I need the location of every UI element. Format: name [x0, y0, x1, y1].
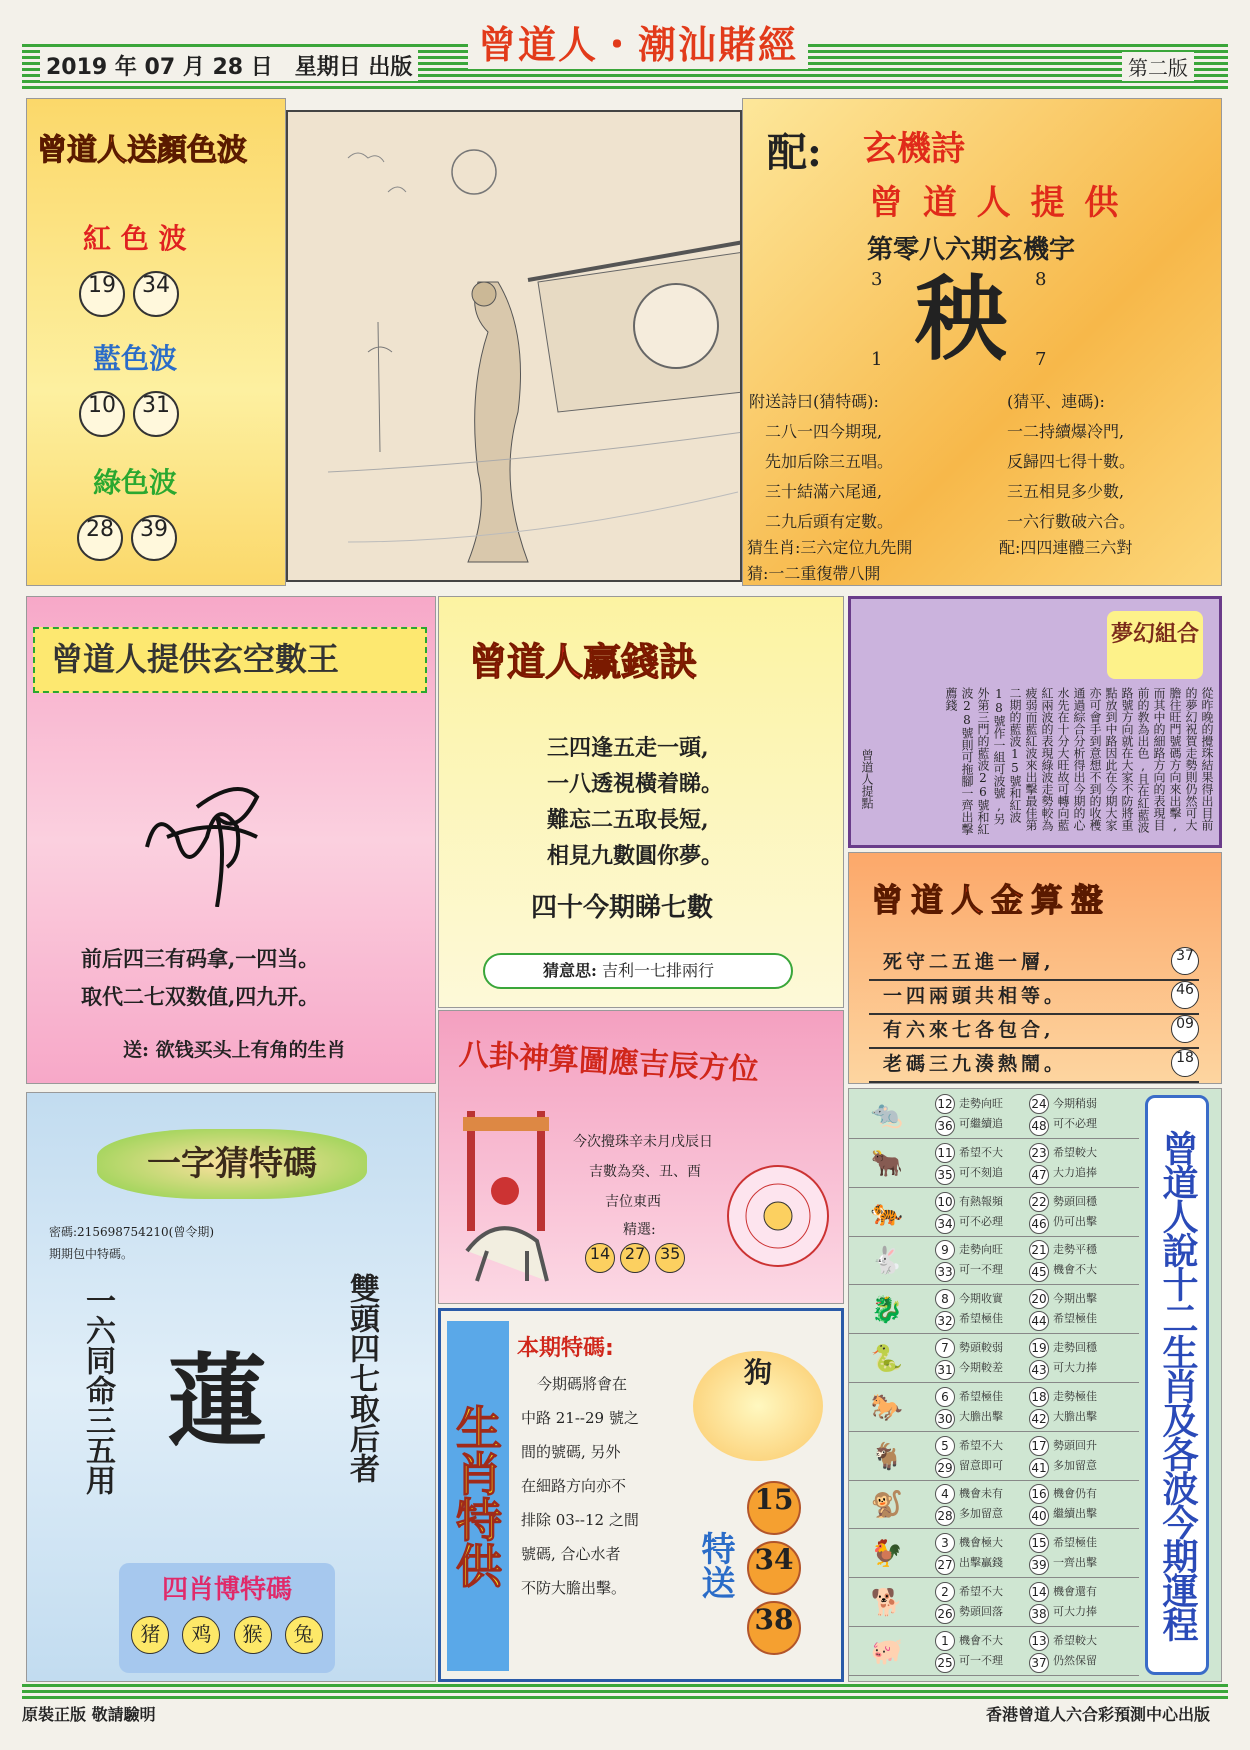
- win-line: 三四逢五走一頭,: [547, 735, 709, 761]
- abacus-panel: [848, 852, 1222, 1084]
- zodiac-text: 仍可出擊: [1053, 1214, 1097, 1228]
- xuankong-line: 前后四三有码拿,一四当。: [81, 946, 320, 971]
- blue-wave-balls: [79, 391, 187, 437]
- zodiac-number: 40: [1029, 1506, 1049, 1526]
- footer-right: 香港曾道人六合彩預測中心出版: [986, 1705, 1211, 1724]
- bagua-num: 35: [655, 1243, 685, 1273]
- green-ball: 39: [131, 515, 177, 561]
- edition-label: 第二版: [1122, 52, 1194, 81]
- zodiac-title: 曾道人說十二生肖及各波今期運程: [1145, 1095, 1209, 1675]
- rat-icon: 🐀: [870, 1100, 904, 1130]
- poem-panel: [742, 98, 1222, 586]
- lady-moon-sketch: [288, 112, 742, 582]
- abacus-row: [869, 947, 1199, 981]
- zodiac-number: 25: [935, 1653, 955, 1673]
- abacus-row: [869, 1049, 1199, 1083]
- zodiac-text: 仍然保留: [1053, 1653, 1097, 1667]
- blue-ball: 10: [79, 391, 125, 437]
- zodiac-row: [849, 1433, 1139, 1481]
- zodiac-number: 21: [1029, 1240, 1049, 1260]
- zodiac-number: 46: [1029, 1214, 1049, 1234]
- zodiac-number: 38: [1029, 1604, 1049, 1624]
- zodiac-number: 37: [1029, 1653, 1049, 1673]
- zodiac-text: 出擊贏錢: [959, 1556, 1003, 1570]
- bagua-line: 吉數為癸、丑、酉: [589, 1164, 701, 1180]
- bagua-line: 吉位東西: [605, 1194, 661, 1210]
- zodiac-number: 27: [935, 1555, 955, 1575]
- zodiac-row: [849, 1579, 1139, 1627]
- period-label: 第零八六期玄機字: [867, 235, 1076, 265]
- xuankong-title: 曾道人提供玄空數王: [33, 627, 427, 693]
- zodiac-number: 4: [935, 1484, 955, 1504]
- poem-line: 三十結滿六尾通,: [765, 482, 883, 501]
- zodiac-text: 機會極大: [959, 1536, 1003, 1550]
- bagua-num: 14: [585, 1243, 615, 1273]
- poem-left-head: 附送詩曰(猜特碼):: [749, 392, 879, 411]
- zodiac-text: 走勢平穩: [1053, 1243, 1097, 1257]
- zodiac-number: 22: [1029, 1192, 1049, 1212]
- zodiac-number: 16: [1029, 1484, 1049, 1504]
- zodiac-text: 大力追捧: [1053, 1165, 1097, 1179]
- corner-num: 7: [1035, 349, 1047, 370]
- special-line: 在細路方向亦不: [521, 1477, 627, 1495]
- zodiac-number: 45: [1029, 1262, 1049, 1282]
- dream-text: 從昨晚的攪珠結果得出目前的夢幻祝賀走勢則仍然可大膽往旺門號碼方向來出擊,而其中的細路方向的表現目前的教為出色,且在紅藍波路號方向就在大家不防將重點放到中路因此在今期大家亦可會手到意想不到的收穫通過綜合分析得出今期的心水先在十分大旺故可轉向藍紅兩波的表現綠波走勢較為疲弱而藍紅波來出擊最佳第二期的藍波15號和紅波18號作一組可波號,另外第三門的藍波26號和紅波28號則可拖腳一齊出擊薦錢: [944, 687, 1214, 835]
- zodiac-text: 多加留意: [1053, 1458, 1097, 1472]
- one-char-panel: [26, 1092, 436, 1682]
- win-note: 四十今期睇七數: [531, 893, 714, 923]
- abacus-num: 37: [1171, 947, 1199, 975]
- zodiac-row: [849, 1189, 1139, 1237]
- corner-num: 3: [871, 269, 883, 290]
- zodiac-text: 今期稍弱: [1053, 1097, 1097, 1110]
- win-line: 難忘二五取長短,: [547, 807, 709, 833]
- zodiac-number: 18: [1029, 1387, 1049, 1407]
- tiger-icon: 🐅: [870, 1197, 904, 1228]
- zodiac-text: 機會未有: [959, 1487, 1003, 1501]
- zodiac-row: [849, 1335, 1139, 1383]
- zodiac-text: 走勢向旺: [959, 1097, 1003, 1110]
- blue-ball: 31: [133, 391, 179, 437]
- zodiac-number: 44: [1029, 1311, 1049, 1331]
- one-char-left: 一六同命三五用: [80, 1285, 115, 1495]
- zodiac-number: 36: [935, 1116, 955, 1136]
- abacus-row: [869, 981, 1199, 1015]
- zodiac-number: 39: [1029, 1555, 1049, 1575]
- zodiac-number: 3: [935, 1533, 955, 1553]
- zodiac-number: 26: [935, 1604, 955, 1624]
- abacus-num: 46: [1171, 981, 1199, 1009]
- zodiac-number: 9: [935, 1240, 955, 1260]
- zodiac-number: 8: [935, 1289, 955, 1309]
- abacus-text: 死守二五進一層,: [883, 951, 1055, 973]
- rooster-icon: 🐓: [870, 1539, 904, 1570]
- abacus-title: 曾道人金算盤: [871, 881, 1112, 919]
- poem-right-head: (猜平、連碼):: [1007, 392, 1105, 411]
- special-num: 38: [747, 1601, 801, 1655]
- zodiac-text: 可大力捧: [1053, 1605, 1097, 1618]
- zodiac-text: 留意即可: [959, 1458, 1003, 1472]
- green-ball: 28: [77, 515, 123, 561]
- zodiac-text: 走勢極佳: [1053, 1389, 1097, 1403]
- zodiac-row: [849, 1384, 1139, 1432]
- zodiac-number: 41: [1029, 1458, 1049, 1478]
- bagua-line: 今次攪珠辛未月戊辰日: [573, 1134, 713, 1150]
- zodiac-text: 機會不大: [959, 1633, 1003, 1647]
- zodiac-row: [849, 1628, 1139, 1676]
- red-ball: 19: [79, 271, 125, 317]
- one-char-code: 密碼:215698754210(曾令期): [49, 1225, 215, 1239]
- zodiac-text: 今期較差: [959, 1361, 1003, 1374]
- win-guess: 吉利一七排兩行: [602, 961, 715, 980]
- zodiac-row: [849, 1530, 1139, 1578]
- zodiac-number: 31: [935, 1360, 955, 1380]
- zodiac-number: 7: [935, 1338, 955, 1358]
- special-line: 不防大膽出擊。: [521, 1579, 627, 1597]
- abacus-row: [869, 1015, 1199, 1049]
- one-char-right: 雙頭四七取后者: [344, 1273, 379, 1483]
- abacus-text: 有六來七各包合,: [883, 1019, 1055, 1041]
- zodiac-text: 希望較大: [1053, 1633, 1097, 1647]
- win-money-panel: [438, 596, 844, 1008]
- zodiac-row: [849, 1140, 1139, 1188]
- zodiac-text: 機會不大: [1053, 1263, 1097, 1277]
- win-guess-label: 猜意思:: [543, 961, 597, 980]
- pei-line: 配:四四連體三六對: [999, 538, 1133, 557]
- special-animal: 狗: [693, 1351, 823, 1461]
- special-line: 排除 03--12 之間: [521, 1511, 639, 1529]
- zodiac-number: 29: [935, 1458, 955, 1478]
- abacus-num: 09: [1171, 1015, 1199, 1043]
- dog-icon: 🐕: [870, 1588, 904, 1618]
- zodiac-text: 可繼續追: [959, 1117, 1003, 1130]
- poem-left: [749, 387, 893, 537]
- zodiac-text: 機會還有: [1053, 1585, 1097, 1598]
- green-wave-balls: [77, 515, 185, 561]
- zodiac-text: 有熱報頻: [959, 1194, 1003, 1208]
- zodiac-text: 可一不理: [959, 1263, 1003, 1277]
- poem-line: 二八一四今期現,: [765, 422, 883, 441]
- zodiac-panel: [848, 1088, 1222, 1682]
- four-zodiac-box: [119, 1563, 335, 1673]
- corner-num: 8: [1035, 269, 1047, 290]
- red-ball: 34: [133, 271, 179, 317]
- zodiac-row: [849, 1091, 1139, 1139]
- bagua-title: 八卦神算圖應吉辰方位: [458, 1037, 760, 1088]
- zodiac-number: 42: [1029, 1409, 1049, 1429]
- four-list: [119, 1616, 335, 1654]
- zodiac-number: 17: [1029, 1436, 1049, 1456]
- zodiac-text: 大膽出擊: [959, 1409, 1003, 1423]
- poem-line: 二九后頭有定數。: [765, 512, 894, 531]
- zodiac-text: 繼續出擊: [1053, 1507, 1097, 1521]
- zodiac-text: 可一不理: [959, 1653, 1003, 1667]
- abacus-text: 一四兩頭共相等。: [883, 985, 1068, 1007]
- bagua-wheel-icon: [723, 1161, 833, 1271]
- four-zodiac: 兔: [285, 1616, 323, 1654]
- special-line: 號碼, 合心水者: [521, 1545, 621, 1563]
- zodiac-text: 希望不大: [959, 1145, 1003, 1159]
- zodiac-number: 6: [935, 1387, 955, 1407]
- color-wave-title: 曾道人送顏色波: [37, 133, 247, 168]
- special-num: 15: [747, 1481, 801, 1535]
- zodiac-text: 可不刻追: [959, 1165, 1003, 1179]
- four-zodiac: 猴: [234, 1616, 272, 1654]
- general-on-horse-icon: [447, 1111, 567, 1291]
- snake-icon: 🐍: [870, 1344, 904, 1374]
- zodiac-text: 希望極佳: [959, 1389, 1003, 1403]
- special-line: 中路 21--29 號之: [521, 1409, 639, 1427]
- win-line: 一八透視橫着睇。: [547, 771, 724, 797]
- zodiac-text: 今期出擊: [1053, 1292, 1097, 1306]
- signature-scribble: [137, 777, 317, 907]
- zodiac-text: 可不必理: [959, 1214, 1003, 1228]
- goat-icon: 🐐: [870, 1441, 904, 1472]
- abacus-list: [869, 947, 1199, 1083]
- monkey-icon: 🐒: [870, 1490, 904, 1521]
- one-char-main: 蓮: [167, 1342, 267, 1460]
- four-title: 四肖博特碼: [161, 1575, 292, 1605]
- poem-provider: 曾 道 人 提 供: [869, 183, 1123, 223]
- zodiac-number: 35: [935, 1165, 955, 1185]
- one-char-note: 期期包中特碼。: [49, 1247, 134, 1261]
- pei-label: 配:: [767, 129, 822, 176]
- zodiac-text: 勢頭回升: [1053, 1438, 1097, 1452]
- zodiac-text: 勢頭較弱: [959, 1341, 1003, 1354]
- xuankong-send: 送: 欲钱买头上有角的生肖: [123, 1039, 346, 1061]
- rabbit-icon: 🐇: [870, 1246, 904, 1277]
- zodiac-number: 24: [1029, 1094, 1049, 1114]
- footer-left: 原裝正版 敬請驗明: [22, 1705, 156, 1724]
- win-line: 相見九數圓你夢。: [547, 843, 724, 869]
- pig-icon: 🐖: [870, 1636, 904, 1667]
- red-wave-balls: [79, 271, 187, 317]
- abacus-text: 老碼三九湊熱鬧。: [883, 1053, 1068, 1075]
- zodiac-number: 15: [1029, 1533, 1049, 1553]
- special-num: 34: [747, 1541, 801, 1595]
- zodiac-text: 希望不大: [959, 1438, 1003, 1452]
- zodiac-number: 12: [935, 1094, 955, 1114]
- win-guess-box: [483, 953, 793, 989]
- zodiac-text: 走勢向旺: [959, 1243, 1003, 1257]
- zodiac-text: 走勢回穩: [1053, 1341, 1097, 1354]
- bagua-panel: [438, 1010, 844, 1304]
- special-line: 間的號碼, 另外: [521, 1443, 621, 1461]
- zodiac-number: 32: [935, 1311, 955, 1331]
- blue-wave-label: 藍色波: [93, 342, 178, 375]
- abacus-num: 18: [1171, 1049, 1199, 1077]
- zodiac-number: 28: [935, 1506, 955, 1526]
- red-wave-label: 紅 色 波: [83, 222, 187, 255]
- zodiac-text: 希望極佳: [959, 1312, 1003, 1326]
- poem-title: 玄機詩: [863, 129, 965, 169]
- ox-icon: 🐂: [870, 1148, 904, 1179]
- page-title: 曾道人・潮汕賭經: [468, 14, 808, 69]
- dragon-icon: 🐉: [870, 1295, 904, 1326]
- zodiac-number: 13: [1029, 1631, 1049, 1651]
- special-side: 生肖特供: [447, 1321, 509, 1671]
- zodiac-row: [849, 1481, 1139, 1529]
- zodiac-number: 43: [1029, 1360, 1049, 1380]
- poem-line: 反歸四七得十數。: [1007, 452, 1136, 471]
- zodiac-number: 14: [1029, 1582, 1049, 1602]
- poem-right: [1007, 387, 1135, 537]
- xuankong-panel: [26, 596, 436, 1084]
- zodiac-number: 2: [935, 1582, 955, 1602]
- special-title: 本期特碼:: [517, 1336, 614, 1361]
- corner-num: 1: [871, 349, 883, 370]
- color-wave-panel: [26, 98, 286, 586]
- special-panel: [438, 1308, 844, 1682]
- zodiac-text: 勢頭回穩: [1053, 1194, 1097, 1208]
- zodiac-row: [849, 1237, 1139, 1285]
- one-char-title: 一字猜特碼: [97, 1129, 367, 1199]
- sketch-illustration: [286, 110, 742, 582]
- zodiac-text: 希望極佳: [1053, 1312, 1097, 1326]
- win-title: 曾道人赢錢訣: [469, 640, 698, 684]
- zodiac-number: 11: [935, 1143, 955, 1163]
- zodiac-number: 23: [1029, 1143, 1049, 1163]
- publish-date: 2019 年 07 月 28 日 星期日 出版: [40, 50, 418, 81]
- special-text: [521, 1367, 639, 1605]
- four-zodiac: 鸡: [182, 1616, 220, 1654]
- zodiac-text: 希望較大: [1053, 1145, 1097, 1159]
- dream-sign: 曾道人提點: [860, 749, 874, 809]
- bagua-num: 27: [620, 1243, 650, 1273]
- footer-bar: [22, 1684, 1228, 1700]
- poem-line: 三五相見多少數,: [1007, 482, 1125, 501]
- zodiac-text: 今期收實: [959, 1292, 1003, 1306]
- zodiac-number: 34: [935, 1214, 955, 1234]
- zodiac-number: 1: [935, 1631, 955, 1651]
- poem-line: 一二持續爆冷門,: [1007, 422, 1125, 441]
- zodiac-number: 10: [935, 1192, 955, 1212]
- four-zodiac: 猪: [131, 1616, 169, 1654]
- zodiac-number: 48: [1029, 1116, 1049, 1136]
- zodiac-number: 19: [1029, 1338, 1049, 1358]
- zodiac-text: 希望極佳: [1053, 1536, 1097, 1550]
- zodiac-text: 希望不大: [959, 1585, 1003, 1598]
- bagua-line: 精選:: [623, 1222, 656, 1238]
- special-nums: [741, 1481, 811, 1655]
- zodiac-number: 33: [935, 1262, 955, 1282]
- guess-line: 猜:一二重復帶八開: [747, 564, 881, 583]
- zodiac-text: 一齊出擊: [1053, 1556, 1097, 1570]
- zodiac-text: 可不必理: [1053, 1117, 1097, 1130]
- mystery-character: 秧: [915, 265, 1008, 373]
- guess-zodiac: 猜生肖:三六定位九先開: [747, 538, 913, 557]
- zodiac-text: 可大力捧: [1053, 1361, 1097, 1374]
- zodiac-row: [849, 1286, 1139, 1334]
- zodiac-text: 機會仍有: [1053, 1487, 1097, 1501]
- zodiac-text: 大膽出擊: [1053, 1409, 1097, 1423]
- zodiac-number: 20: [1029, 1289, 1049, 1309]
- zodiac-number: 5: [935, 1436, 955, 1456]
- dream-panel: [848, 596, 1222, 848]
- zodiac-number: 47: [1029, 1165, 1049, 1185]
- zodiac-text: 勢頭回落: [959, 1605, 1003, 1618]
- poem-line: 先加后除三五唱。: [765, 452, 894, 471]
- horse-icon: 🐎: [870, 1392, 904, 1423]
- bagua-nums: [585, 1243, 685, 1273]
- special-line: 今期碼將會在: [537, 1375, 628, 1393]
- xuankong-line: 取代二七双数值,四九开。: [81, 984, 320, 1009]
- poem-line: 一六行數破六合。: [1007, 512, 1136, 531]
- zodiac-text: 多加留意: [959, 1507, 1003, 1521]
- special-send: 特送: [695, 1531, 735, 1599]
- zodiac-number: 30: [935, 1409, 955, 1429]
- green-wave-label: 綠色波: [93, 466, 178, 499]
- dream-title: 夢幻組合: [1107, 611, 1203, 679]
